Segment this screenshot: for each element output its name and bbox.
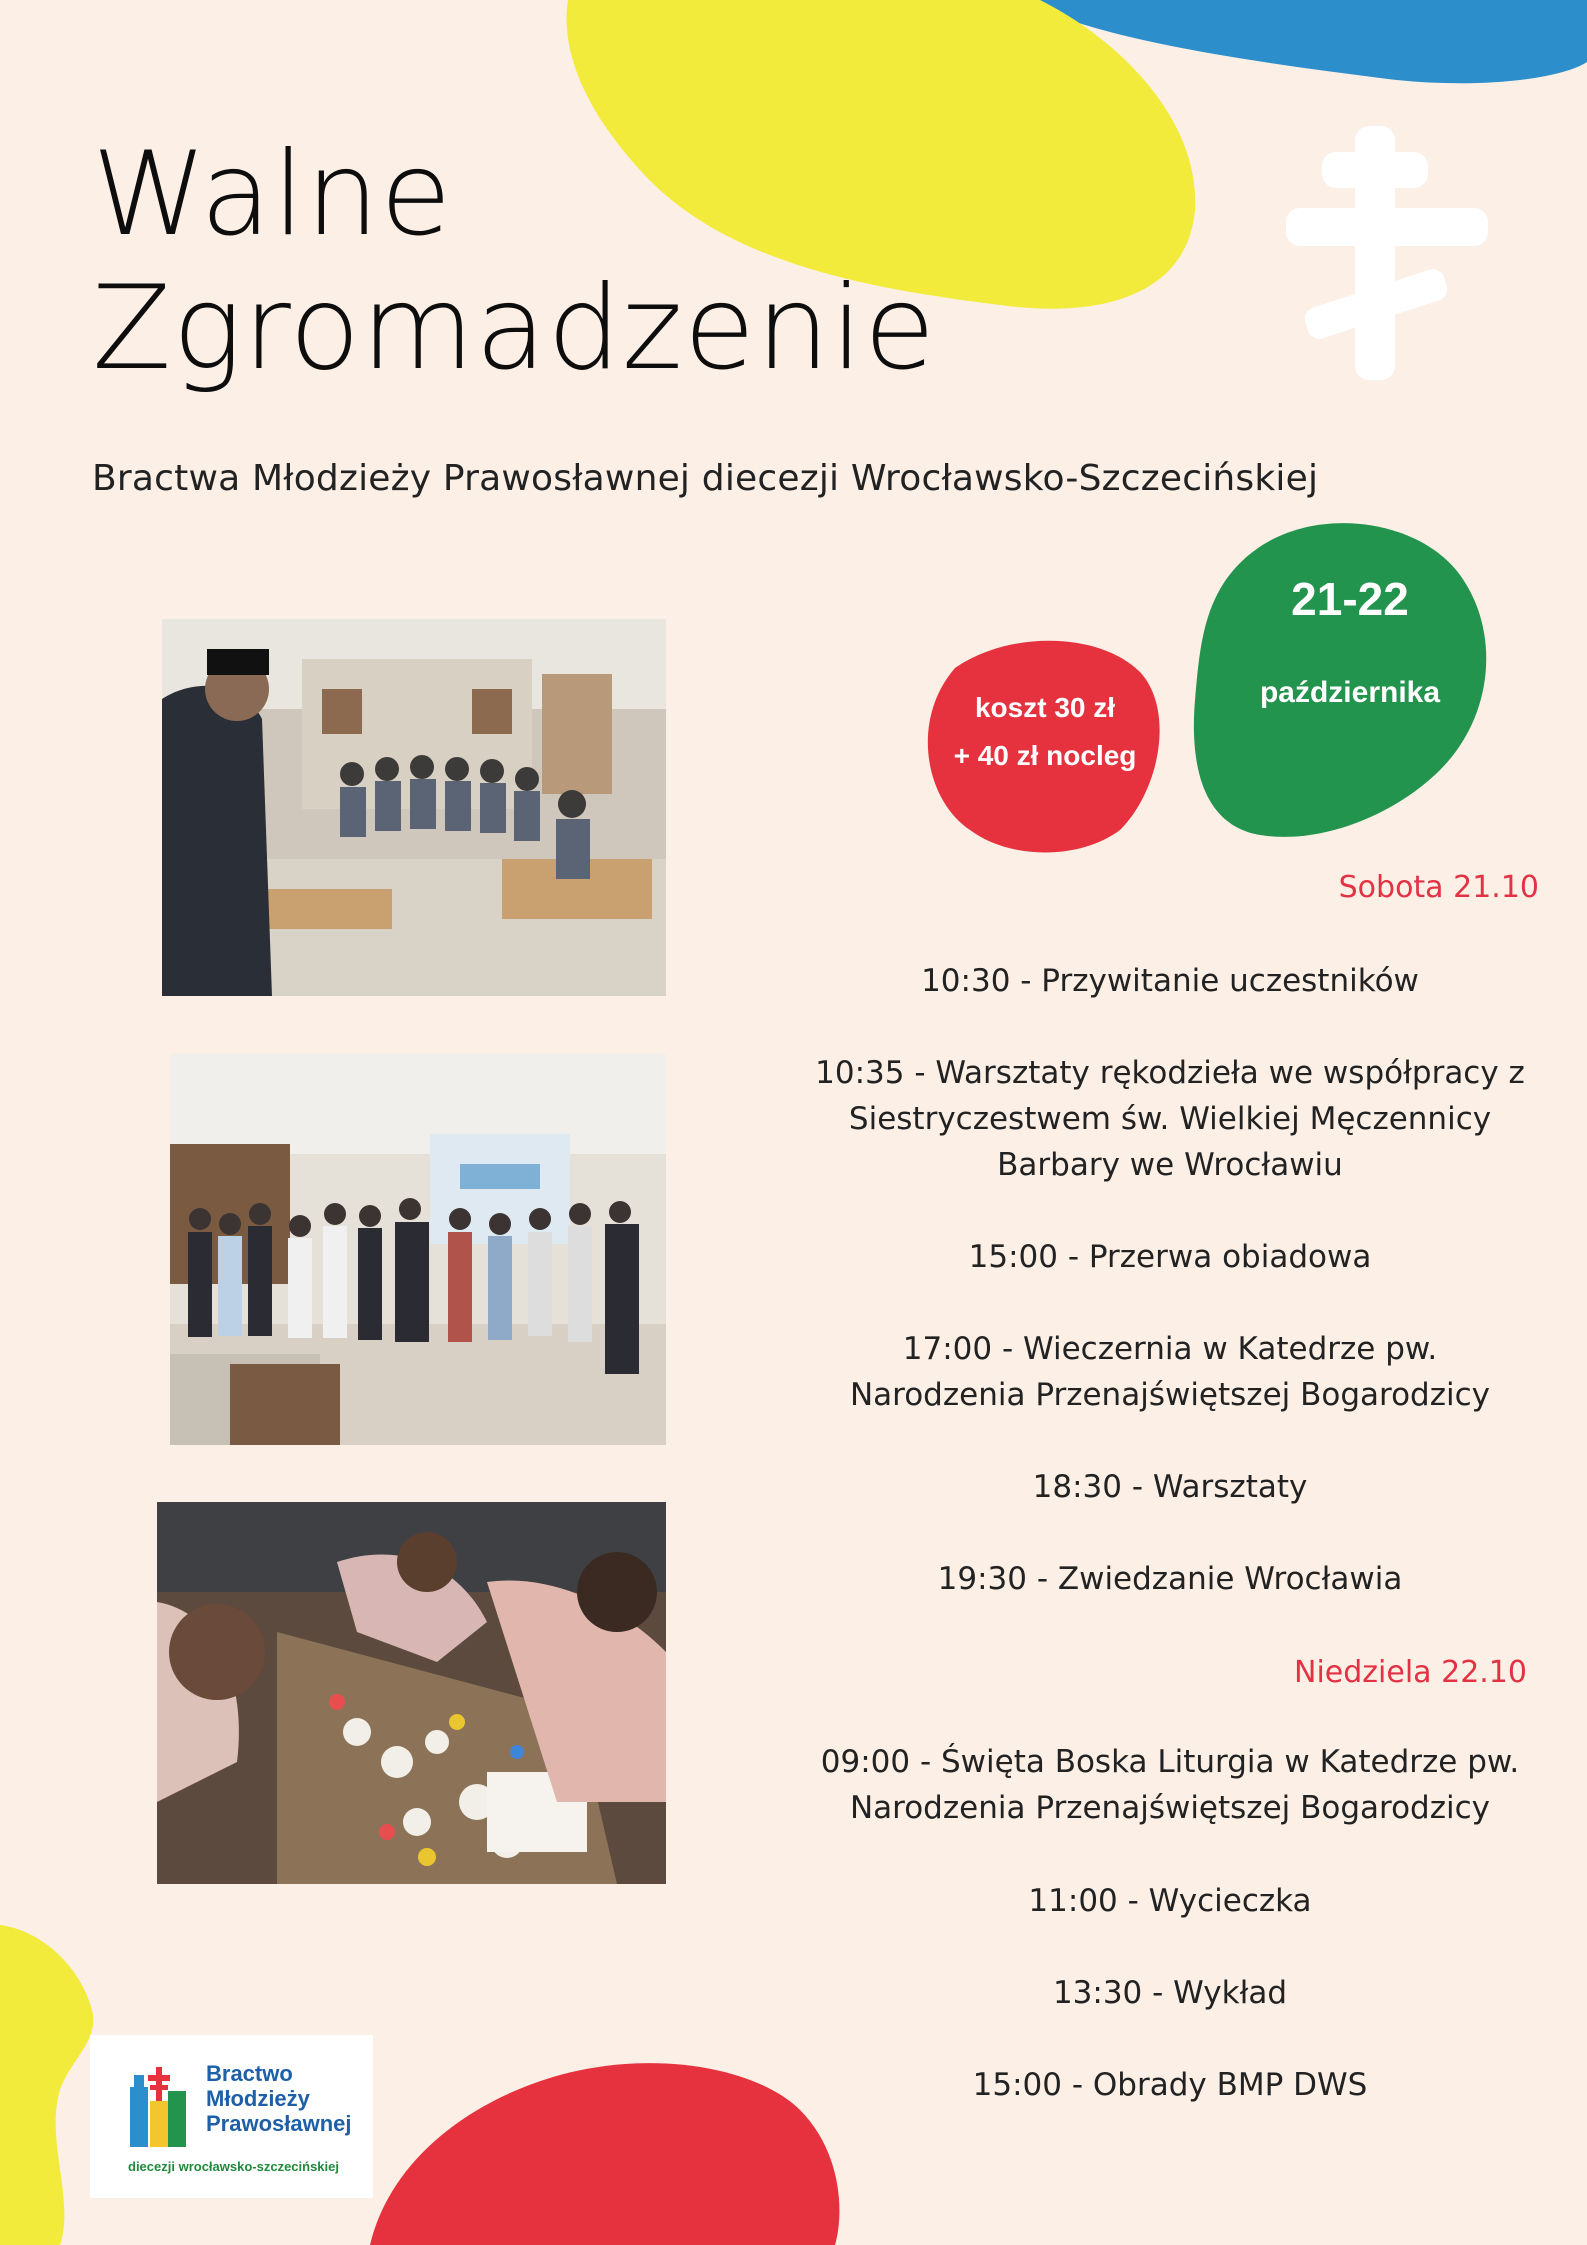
schedule-item [790,1234,1550,1280]
schedule-item [790,1556,1550,1602]
schedule-item [790,1878,1550,1924]
photo-meeting-room [162,619,666,996]
title-line-1: Walne [92,127,453,262]
schedule-item [790,1326,1550,1418]
date-month: października [1259,676,1441,709]
schedule-item-text: Siestryczestwem św. Wielkiej Męczennicy [848,1101,1492,1137]
schedule-item [790,2062,1550,2108]
schedule-item-text: 18:30 - Warsztaty [1032,1469,1308,1505]
schedule-item-text: 15:00 - Przerwa obiadowa [968,1239,1372,1275]
schedule-item-text: Barbary we Wrocławiu [997,1147,1343,1183]
sunday-heading: Niedziela 22.10 [1294,1655,1527,1690]
yellow-blob-bottom [0,1925,93,2245]
schedule-item-text: 10:35 - Warsztaty rękodzieła we współpracy z [815,1055,1525,1091]
schedule-item-text: 19:30 - Zwiedzanie Wrocławia [937,1561,1403,1597]
schedule-item-text: 09:00 - Święta Boska Liturgia w Katedrze pw. [820,1744,1520,1780]
schedule-item [790,958,1550,1004]
date-range: 21-22 [1291,573,1409,625]
logo-line-1: Bractwo [206,2061,293,2086]
schedule-item-text: 11:00 - Wycieczka [1028,1883,1312,1919]
photo-workshop [157,1502,666,1884]
schedule-item [790,1970,1550,2016]
building-icon [128,2061,190,2153]
schedule-item-text: Narodzenia Przenajświętszej Bogarodzicy [849,1377,1491,1413]
schedule-item [790,1464,1550,1510]
saturday-heading: Sobota 21.10 [1338,870,1539,905]
title-line-2: Zgromadzenie [92,261,937,396]
logo-line-3: Prawosławnej [206,2111,352,2136]
logo-line-4: diecezji wrocławsko-szczecińskiej [128,2159,339,2174]
schedule-item-text: Narodzenia Przenajświętszej Bogarodzicy [849,1790,1491,1826]
orthodox-cross-icon [1286,126,1488,380]
schedule-item [790,1050,1550,1188]
schedule-item-text: 17:00 - Wieczernia w Katedrze pw. [902,1331,1438,1367]
cost-line-1: koszt 30 zł [974,692,1116,723]
page-title [92,128,936,396]
logo-line-2: Młodzieży [206,2086,310,2111]
organization-logo [90,2035,373,2198]
schedule-item-text: 15:00 - Obrady BMP DWS [972,2067,1368,2103]
photo-group [170,1054,666,1445]
red-blob-bottom [370,2063,839,2245]
schedule-item [790,1739,1550,1831]
subtitle: Bractwa Młodzieży Prawosławnej diecezji Wrocławsko-Szczecińskiej [92,458,1319,499]
schedule-item-text: 13:30 - Wykład [1052,1975,1288,2011]
cost-line-2: + 40 zł nocleg [953,740,1137,771]
schedule-item-text: 10:30 - Przywitanie uczestników [921,963,1419,999]
